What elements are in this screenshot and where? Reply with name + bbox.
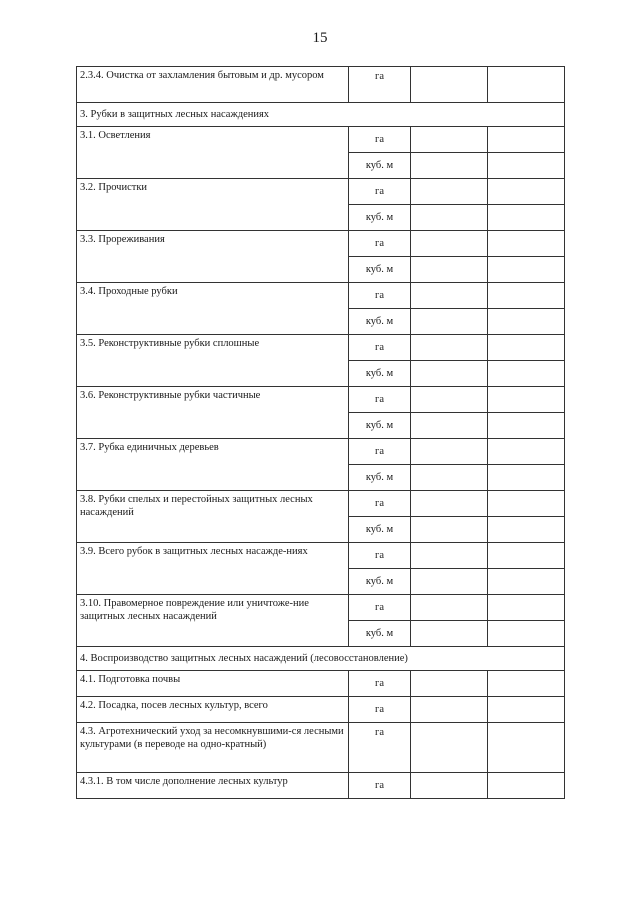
value-cell: [411, 491, 488, 517]
value-cell: [488, 413, 565, 439]
table-row: [77, 67, 565, 103]
table-row: [77, 439, 565, 465]
row-label: 3.2. Прочистки: [77, 179, 349, 231]
value-cell: [488, 569, 565, 595]
value-cell: [488, 723, 565, 773]
value-cell: [488, 283, 565, 309]
value-cell: [411, 773, 488, 799]
table-row: [77, 491, 565, 517]
value-cell: [411, 309, 488, 335]
unit-cell: га: [349, 595, 411, 621]
value-cell: [488, 309, 565, 335]
value-cell: [488, 179, 565, 205]
value-cell: [488, 127, 565, 153]
section-row: [77, 647, 565, 671]
value-cell: [411, 439, 488, 465]
value-cell: [411, 67, 488, 103]
value-cell: [488, 335, 565, 361]
row-label: 3.6. Реконструктивные рубки частичные: [77, 387, 349, 439]
value-cell: [411, 517, 488, 543]
unit-cell: га: [349, 231, 411, 257]
value-cell: [411, 283, 488, 309]
section-row: [77, 103, 565, 127]
row-label: 3.5. Реконструктивные рубки сплошные: [77, 335, 349, 387]
value-cell: [411, 569, 488, 595]
table-row: [77, 543, 565, 569]
unit-cell: га: [349, 697, 411, 723]
row-label: 3.8. Рубки спелых и перестойных защитных лесных насаждений: [77, 491, 349, 543]
value-cell: [411, 387, 488, 413]
page-number: 15: [312, 30, 328, 46]
table-row: [77, 773, 565, 799]
value-cell: [488, 205, 565, 231]
table-row: [77, 595, 565, 621]
value-cell: [411, 205, 488, 231]
unit-cell: куб. м: [349, 413, 411, 439]
value-cell: [488, 773, 565, 799]
section-title: 3. Рубки в защитных лесных насаждениях: [77, 103, 565, 127]
value-cell: [488, 671, 565, 697]
value-cell: [488, 595, 565, 621]
unit-cell: га: [349, 671, 411, 697]
unit-cell: куб. м: [349, 517, 411, 543]
row-label: 4.1. Подготовка почвы: [77, 671, 349, 697]
unit-cell: га: [349, 387, 411, 413]
value-cell: [488, 257, 565, 283]
value-cell: [488, 361, 565, 387]
section-title: 4. Воспроизводство защитных лесных насаждений (лесовосстановление): [77, 647, 565, 671]
row-label: 3.10. Правомерное повреждение или уничтоже-ние защитных лесных насаждений: [77, 595, 349, 647]
value-cell: [411, 257, 488, 283]
table-row: [77, 179, 565, 205]
value-cell: [488, 697, 565, 723]
value-cell: [488, 387, 565, 413]
value-cell: [411, 465, 488, 491]
unit-cell: куб. м: [349, 205, 411, 231]
unit-cell: куб. м: [349, 621, 411, 647]
row-label: 2.3.4. Очистка от захламления бытовым и др. мусором: [77, 67, 349, 103]
unit-cell: га: [349, 127, 411, 153]
unit-cell: га: [349, 723, 411, 773]
unit-cell: га: [349, 439, 411, 465]
table-row: [77, 723, 565, 773]
value-cell: [488, 465, 565, 491]
unit-cell: куб. м: [349, 257, 411, 283]
unit-cell: га: [349, 773, 411, 799]
value-cell: [411, 361, 488, 387]
unit-cell: куб. м: [349, 153, 411, 179]
unit-cell: куб. м: [349, 569, 411, 595]
table-row: [77, 127, 565, 153]
row-label: 4.2. Посадка, посев лесных культур, всего: [77, 697, 349, 723]
row-label: 3.9. Всего рубок в защитных лесных насажде-ниях: [77, 543, 349, 595]
unit-cell: га: [349, 67, 411, 103]
value-cell: [411, 671, 488, 697]
row-label: 3.1. Осветления: [77, 127, 349, 179]
value-cell: [411, 543, 488, 569]
value-cell: [488, 153, 565, 179]
value-cell: [411, 231, 488, 257]
value-cell: [488, 231, 565, 257]
value-cell: [411, 335, 488, 361]
table-row: [77, 697, 565, 723]
value-cell: [488, 439, 565, 465]
table-row: [77, 231, 565, 257]
table-row: [77, 387, 565, 413]
value-cell: [411, 179, 488, 205]
value-cell: [411, 595, 488, 621]
unit-cell: куб. м: [349, 309, 411, 335]
value-cell: [488, 517, 565, 543]
value-cell: [488, 491, 565, 517]
value-cell: [411, 127, 488, 153]
row-label: 4.3. Агротехнический уход за несомкнувшими-ся лесными культурами (в переводе на одно-кратный): [77, 723, 349, 773]
value-cell: [411, 723, 488, 773]
value-cell: [411, 413, 488, 439]
forest-works-table: [76, 66, 565, 799]
unit-cell: куб. м: [349, 361, 411, 387]
table-row: [77, 283, 565, 309]
unit-cell: га: [349, 335, 411, 361]
unit-cell: га: [349, 283, 411, 309]
table-row: [77, 671, 565, 697]
value-cell: [488, 621, 565, 647]
value-cell: [488, 543, 565, 569]
unit-cell: куб. м: [349, 465, 411, 491]
unit-cell: га: [349, 179, 411, 205]
unit-cell: га: [349, 491, 411, 517]
value-cell: [411, 697, 488, 723]
value-cell: [488, 67, 565, 103]
unit-cell: га: [349, 543, 411, 569]
value-cell: [411, 621, 488, 647]
row-label: 3.3. Прореживания: [77, 231, 349, 283]
row-label: 4.3.1. В том числе дополнение лесных культур: [77, 773, 349, 799]
row-label: 3.4. Проходные рубки: [77, 283, 349, 335]
row-label: 3.7. Рубка единичных деревьев: [77, 439, 349, 491]
value-cell: [411, 153, 488, 179]
table-row: [77, 335, 565, 361]
